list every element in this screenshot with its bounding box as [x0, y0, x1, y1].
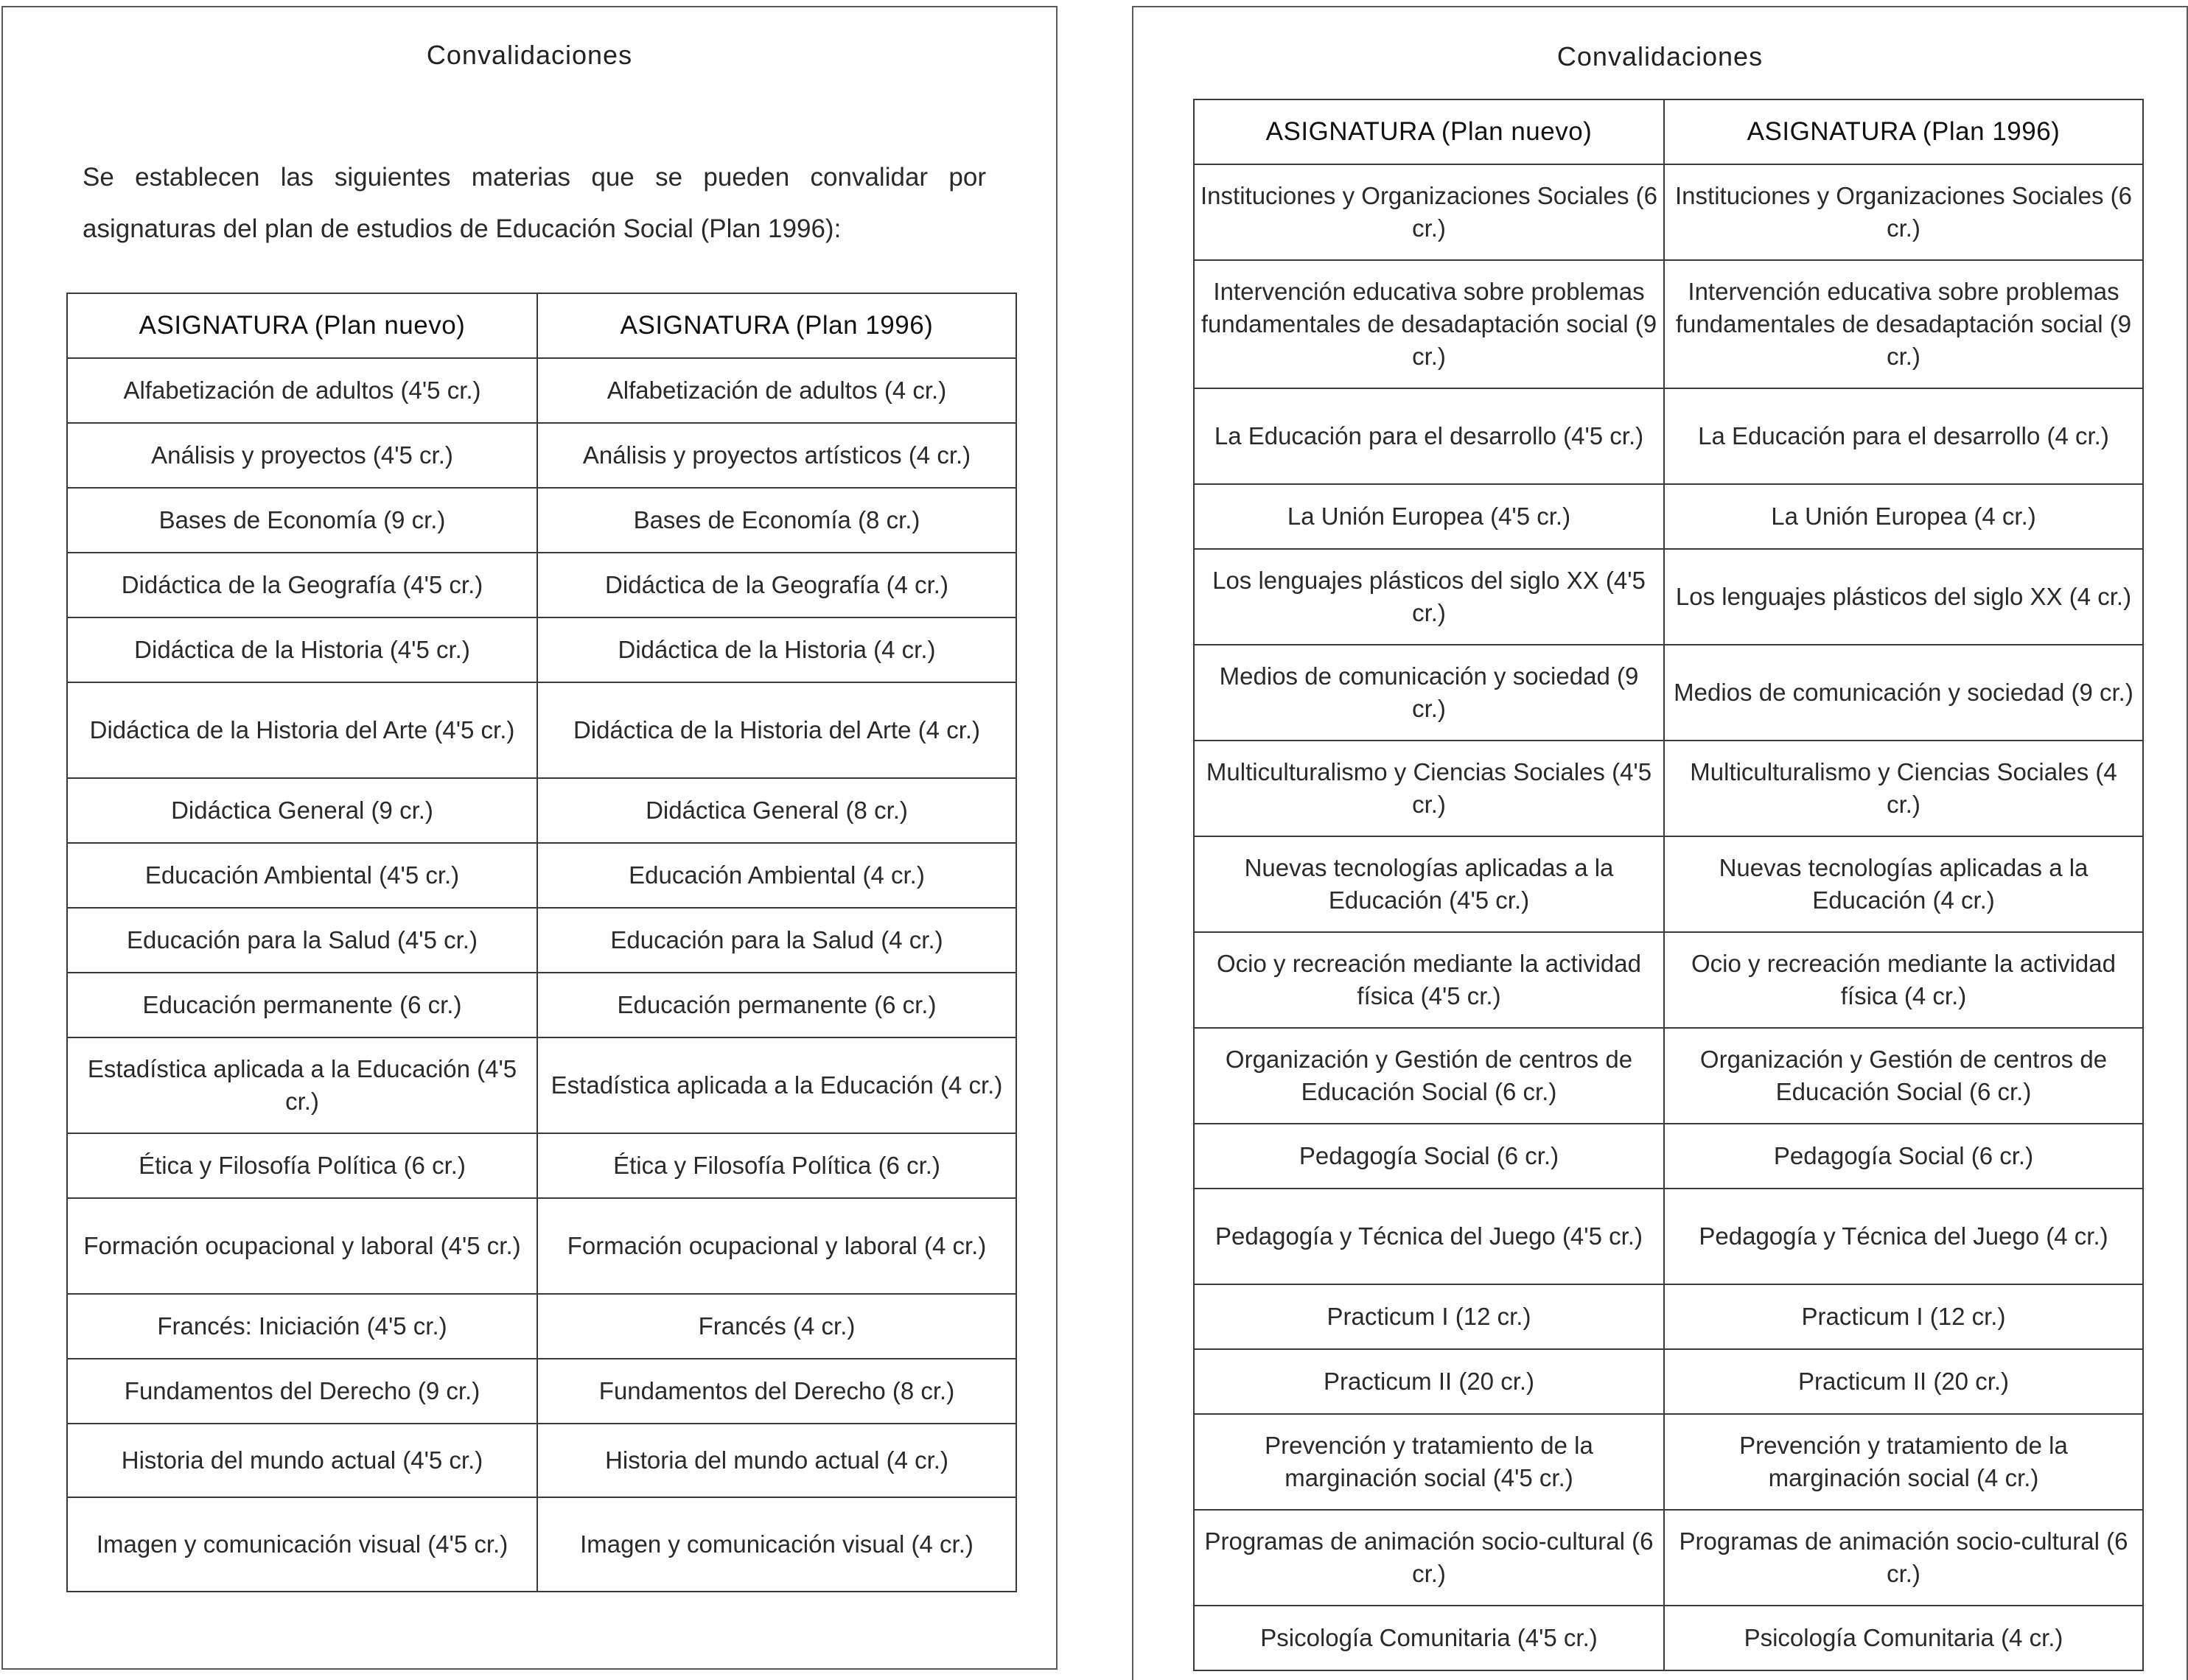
cell-plan-1996: La Educación para el desarrollo (4 cr.) [1664, 388, 2143, 484]
table-header-row [1194, 99, 2143, 164]
column-header-plan-nuevo: ASIGNATURA (Plan nuevo) [1194, 99, 1664, 164]
convalidation-table-right [1193, 99, 2144, 1671]
cell-plan-1996: Multiculturalismo y Ciencias Sociales (4 cr.) [1664, 741, 2143, 836]
cell-plan-1996: Nuevas tecnologías aplicadas a la Educación (4 cr.) [1664, 836, 2143, 932]
cell-plan-nuevo: Formación ocupacional y laboral (4'5 cr.) [67, 1198, 537, 1294]
cell-plan-1996: Ocio y recreación mediante la actividad física (4 cr.) [1664, 932, 2143, 1028]
cell-plan-1996: Análisis y proyectos artísticos (4 cr.) [537, 423, 1016, 488]
table-row [67, 1198, 1016, 1294]
table-row [1194, 164, 2143, 260]
cell-plan-nuevo: Didáctica General (9 cr.) [67, 778, 537, 843]
cell-plan-1996: Didáctica de la Historia (4 cr.) [537, 617, 1016, 682]
cell-plan-nuevo: Análisis y proyectos (4'5 cr.) [67, 423, 537, 488]
table-row [67, 617, 1016, 682]
cell-plan-1996: Educación permanente (6 cr.) [537, 973, 1016, 1037]
cell-plan-nuevo: Ética y Filosofía Política (6 cr.) [67, 1133, 537, 1198]
cell-plan-nuevo: Practicum II (20 cr.) [1194, 1349, 1664, 1414]
table-row [67, 1037, 1016, 1133]
cell-plan-nuevo: Practicum I (12 cr.) [1194, 1284, 1664, 1349]
cell-plan-nuevo: Intervención educativa sobre problemas fundamentales de desadaptación social (9 cr.) [1194, 260, 1664, 388]
cell-plan-1996: Pedagogía Social (6 cr.) [1664, 1124, 2143, 1189]
cell-plan-nuevo: Imagen y comunicación visual (4'5 cr.) [67, 1497, 537, 1592]
cell-plan-1996: Francés (4 cr.) [537, 1294, 1016, 1359]
table-row [1194, 1606, 2143, 1670]
table-row [1194, 260, 2143, 388]
cell-plan-1996: Practicum I (12 cr.) [1664, 1284, 2143, 1349]
cell-plan-nuevo: Medios de comunicación y sociedad (9 cr.) [1194, 645, 1664, 741]
cell-plan-nuevo: Estadística aplicada a la Educación (4'5 cr.) [67, 1037, 537, 1133]
table-row [1194, 484, 2143, 549]
table-header-row [67, 293, 1016, 358]
page-title: Convalidaciones [1556, 41, 1764, 71]
cell-plan-nuevo: Educación Ambiental (4'5 cr.) [67, 843, 537, 908]
cell-plan-1996: Ética y Filosofía Política (6 cr.) [537, 1133, 1016, 1198]
table-row [1194, 1284, 2143, 1349]
cell-plan-nuevo: Pedagogía Social (6 cr.) [1194, 1124, 1664, 1189]
cell-plan-1996: Didáctica General (8 cr.) [537, 778, 1016, 843]
cell-plan-1996: Prevención y tratamiento de la marginación social (4 cr.) [1664, 1414, 2143, 1510]
cell-plan-nuevo: Programas de animación socio-cultural (6 cr.) [1194, 1510, 1664, 1606]
table-row [67, 553, 1016, 617]
cell-plan-1996: Psicología Comunitaria (4 cr.) [1664, 1606, 2143, 1670]
table-row [1194, 1124, 2143, 1189]
table-row [67, 843, 1016, 908]
cell-plan-nuevo: Educación para la Salud (4'5 cr.) [67, 908, 537, 973]
table-row [67, 1424, 1016, 1497]
table-row [1194, 741, 2143, 836]
column-header-plan-1996: ASIGNATURA (Plan 1996) [1664, 99, 2143, 164]
cell-plan-1996: Imagen y comunicación visual (4 cr.) [537, 1497, 1016, 1592]
cell-plan-1996: Intervención educativa sobre problemas fundamentales de desadaptación social (9 cr.) [1664, 260, 2143, 388]
table-row [1194, 1349, 2143, 1414]
table-row [1194, 388, 2143, 484]
cell-plan-nuevo: Historia del mundo actual (4'5 cr.) [67, 1424, 537, 1497]
table-row [1194, 836, 2143, 932]
cell-plan-nuevo: Didáctica de la Historia del Arte (4'5 cr.) [67, 682, 537, 778]
table-row [67, 1359, 1016, 1424]
cell-plan-1996: Organización y Gestión de centros de Educación Social (6 cr.) [1664, 1028, 2143, 1124]
cell-plan-nuevo: Psicología Comunitaria (4'5 cr.) [1194, 1606, 1664, 1670]
cell-plan-nuevo: Pedagogía y Técnica del Juego (4'5 cr.) [1194, 1189, 1664, 1284]
cell-plan-1996: La Unión Europea (4 cr.) [1664, 484, 2143, 549]
table-row [67, 423, 1016, 488]
table-row [1194, 1189, 2143, 1284]
cell-plan-1996: Historia del mundo actual (4 cr.) [537, 1424, 1016, 1497]
cell-plan-nuevo: Multiculturalismo y Ciencias Sociales (4'5 cr.) [1194, 741, 1664, 836]
table-row [1194, 549, 2143, 645]
table-row [67, 358, 1016, 423]
cell-plan-1996: Bases de Economía (8 cr.) [537, 488, 1016, 553]
cell-plan-nuevo: La Unión Europea (4'5 cr.) [1194, 484, 1664, 549]
table-row [1194, 1028, 2143, 1124]
convalidation-table-left [66, 293, 1017, 1592]
table-row [67, 488, 1016, 553]
cell-plan-nuevo: Prevención y tratamiento de la marginación social (4'5 cr.) [1194, 1414, 1664, 1510]
cell-plan-1996: Didáctica de la Geografía (4 cr.) [537, 553, 1016, 617]
table-row [67, 1294, 1016, 1359]
cell-plan-nuevo: Didáctica de la Historia (4'5 cr.) [67, 617, 537, 682]
cell-plan-1996: Fundamentos del Derecho (8 cr.) [537, 1359, 1016, 1424]
table-row [1194, 932, 2143, 1028]
cell-plan-nuevo: Organización y Gestión de centros de Educación Social (6 cr.) [1194, 1028, 1664, 1124]
cell-plan-1996: Educación Ambiental (4 cr.) [537, 843, 1016, 908]
table-row [67, 682, 1016, 778]
cell-plan-1996: Practicum II (20 cr.) [1664, 1349, 2143, 1414]
cell-plan-1996: Alfabetización de adultos (4 cr.) [537, 358, 1016, 423]
cell-plan-nuevo: Educación permanente (6 cr.) [67, 973, 537, 1037]
column-header-plan-1996: ASIGNATURA (Plan 1996) [537, 293, 1016, 358]
page-title: Convalidaciones [426, 40, 633, 70]
table-row [67, 973, 1016, 1037]
table-row [67, 908, 1016, 973]
cell-plan-nuevo: Alfabetización de adultos (4'5 cr.) [67, 358, 537, 423]
intro-paragraph: Se establecen las siguientes materias que se pueden convalidar por asignaturas del plan de estudios de Educación Social (Plan 1996): [83, 163, 986, 243]
cell-plan-nuevo: Didáctica de la Geografía (4'5 cr.) [67, 553, 537, 617]
cell-plan-1996: Formación ocupacional y laboral (4 cr.) [537, 1198, 1016, 1294]
table-row [67, 778, 1016, 843]
cell-plan-1996: Medios de comunicación y sociedad (9 cr.) [1664, 645, 2143, 741]
table-row [1194, 1510, 2143, 1606]
cell-plan-1996: Didáctica de la Historia del Arte (4 cr.) [537, 682, 1016, 778]
cell-plan-1996: Instituciones y Organizaciones Sociales (6 cr.) [1664, 164, 2143, 260]
cell-plan-nuevo: Ocio y recreación mediante la actividad física (4'5 cr.) [1194, 932, 1664, 1028]
cell-plan-1996: Educación para la Salud (4 cr.) [537, 908, 1016, 973]
table-row [1194, 1414, 2143, 1510]
cell-plan-nuevo: Francés: Iniciación (4'5 cr.) [67, 1294, 537, 1359]
cell-plan-nuevo: La Educación para el desarrollo (4'5 cr.) [1194, 388, 1664, 484]
cell-plan-1996: Programas de animación socio-cultural (6 cr.) [1664, 1510, 2143, 1606]
table-row [1194, 645, 2143, 741]
table-row [67, 1497, 1016, 1592]
cell-plan-1996: Los lenguajes plásticos del siglo XX (4 cr.) [1664, 549, 2143, 645]
cell-plan-nuevo: Bases de Economía (9 cr.) [67, 488, 537, 553]
column-header-plan-nuevo: ASIGNATURA (Plan nuevo) [67, 293, 537, 358]
cell-plan-nuevo: Los lenguajes plásticos del siglo XX (4'5 cr.) [1194, 549, 1664, 645]
cell-plan-1996: Pedagogía y Técnica del Juego (4 cr.) [1664, 1189, 2143, 1284]
cell-plan-nuevo: Instituciones y Organizaciones Sociales (6 cr.) [1194, 164, 1664, 260]
table-row [67, 1133, 1016, 1198]
cell-plan-nuevo: Fundamentos del Derecho (9 cr.) [67, 1359, 537, 1424]
cell-plan-1996: Estadística aplicada a la Educación (4 cr.) [537, 1037, 1016, 1133]
cell-plan-nuevo: Nuevas tecnologías aplicadas a la Educación (4'5 cr.) [1194, 836, 1664, 932]
